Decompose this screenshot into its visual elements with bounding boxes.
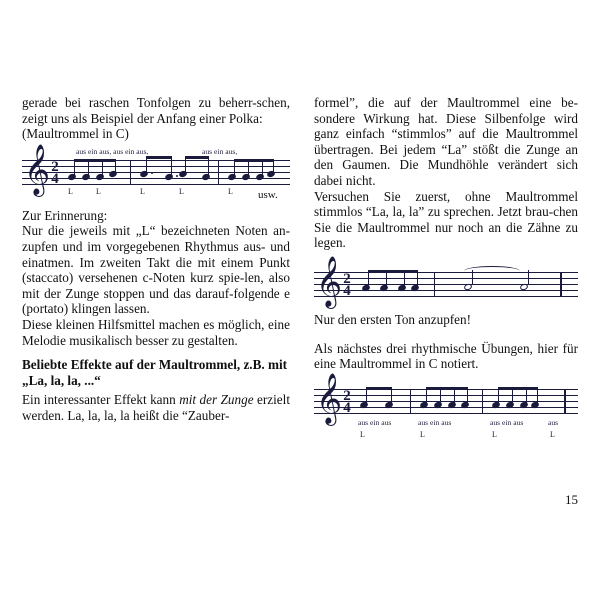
music3-lyrics-1: aus ein aus bbox=[358, 417, 392, 427]
music1-mark-4: L bbox=[179, 186, 184, 196]
music3-mark-4: L bbox=[550, 429, 555, 439]
music1-mark-1: L bbox=[68, 186, 73, 196]
treble-clef-icon: 𝄞 bbox=[316, 255, 343, 307]
left-section-heading: Beliebte Effekte auf der Maultrommel, z.B. mit „La, la, la, ...“ bbox=[22, 357, 288, 388]
right-paragraph-1: formel”, die auf der Maultrommel eine be-sondere Wirkung hat. Diese Silbenfolge wird ganz einfach “stimmlos” auf die Maultrommel übertragen. Bei jedem “La” stößt die Zunge an den Gaumen. Die Mundhöhle verändert sich dabei nicht. bbox=[314, 95, 578, 188]
right-paragraph-2: Versuchen Sie zuerst, ohne Maultrommel stimmlos “La, la, la” zu sprechen. Jetzt brau-chen Sie die Maultrommel nur noch an die Zähne zu legen. bbox=[314, 188, 578, 251]
music1-lyrics-2: aus ein aus, bbox=[202, 146, 238, 156]
left-paragraph-3: Zur Erinnerung: bbox=[22, 207, 108, 223]
music1-lyrics-1: aus ein aus, aus ein aus, bbox=[76, 146, 149, 156]
right-paragraph-3: Nur den ersten Ton anzupfen! bbox=[314, 311, 472, 327]
music1-mark-3: L bbox=[140, 186, 145, 196]
left-paragraph-2: (Maultrommel in C) bbox=[22, 126, 129, 142]
left-paragraph-4: Nur die jeweils mit „L“ bezeichneten Noten an-zupfen und im vorgegebenen Rhythmus aus- und einatmen. Im zweiten Takt die mit einem Punkt (staccato) versehenen c-Noten kurz spie-len, also mit der Zunge stoppen und das darauf-folgende e (portato) klingen lassen. bbox=[22, 223, 290, 317]
music1-tail-label: usw. bbox=[258, 188, 278, 201]
page-number: 15 bbox=[565, 492, 578, 507]
music1-time-top: 2 bbox=[51, 158, 59, 175]
music1-mark-2: L bbox=[96, 186, 101, 196]
music3-lyrics-4: aus bbox=[548, 417, 559, 427]
staff-2 bbox=[314, 272, 578, 299]
two-column-body bbox=[22, 95, 578, 453]
left-paragraph-6 bbox=[22, 392, 290, 423]
music3-lyrics-2: aus ein aus bbox=[418, 417, 452, 427]
staff-3 bbox=[314, 389, 578, 416]
music-notation-2 bbox=[314, 255, 578, 312]
music2-time-top: 2 bbox=[343, 270, 351, 287]
left-column bbox=[22, 95, 290, 453]
music-notation-1 bbox=[22, 143, 290, 208]
music3-mark-3: L bbox=[492, 429, 497, 439]
right-column bbox=[314, 95, 578, 453]
left-paragraph-6-before: Ein interessanter Effekt kann bbox=[22, 392, 180, 408]
music3-lyrics-3: aus ein aus bbox=[490, 417, 524, 427]
music2-time-bottom: 4 bbox=[343, 282, 351, 299]
left-paragraph-5: Diese kleinen Hilfsmittel machen es möglich, eine Melodie musikalisch besser zu gestalten. bbox=[22, 316, 290, 348]
music3-time-bottom: 4 bbox=[343, 399, 351, 416]
left-paragraph-6-after: erzielt werden. La, la, la, la heißt die “Zauber- bbox=[22, 392, 290, 423]
music-notation-3 bbox=[314, 372, 578, 453]
music3-mark-1: L bbox=[360, 429, 365, 439]
left-paragraph-1: gerade bei raschen Tonfolgen zu beherr-schen, zeigt uns als Beispiel der Anfang einer Polka: bbox=[22, 95, 290, 126]
music1-time-bottom: 4 bbox=[51, 170, 59, 187]
music3-mark-2: L bbox=[420, 429, 425, 439]
left-paragraph-6-italic: mit der Zunge bbox=[179, 392, 254, 408]
staff-1 bbox=[22, 160, 290, 187]
right-paragraph-4: Als nächstes drei rhythmische Übungen, hier für eine Maultrommel in C notiert. bbox=[314, 340, 578, 372]
music1-mark-5: L bbox=[228, 186, 233, 196]
treble-clef-icon: 𝄞 bbox=[24, 143, 51, 195]
music3-time-top: 2 bbox=[343, 387, 351, 404]
treble-clef-icon: 𝄞 bbox=[316, 372, 343, 424]
